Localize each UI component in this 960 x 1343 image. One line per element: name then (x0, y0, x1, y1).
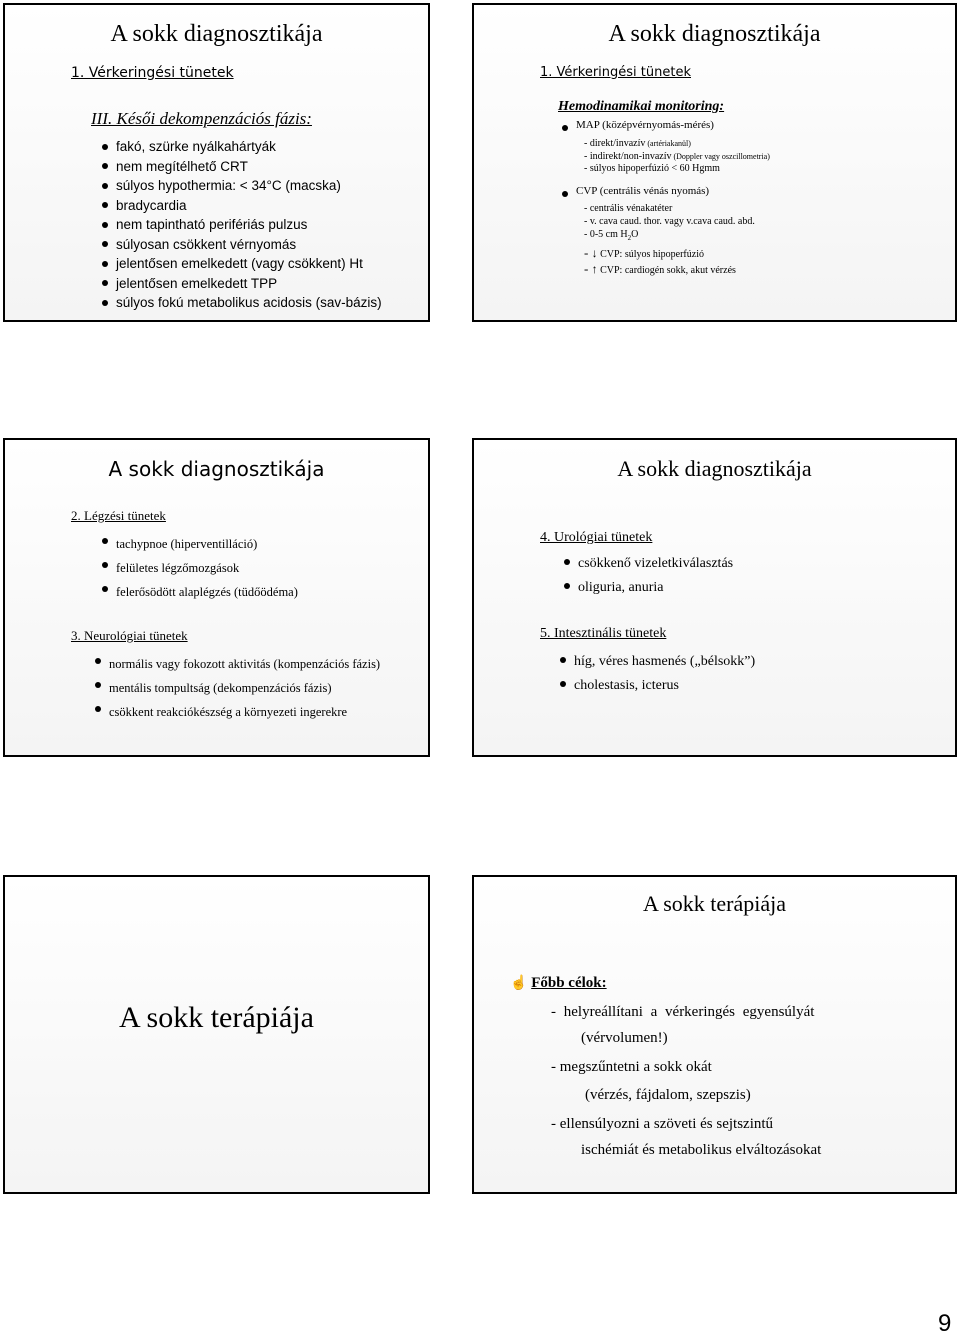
list-item: jelentősen emelkedett TPP (102, 274, 382, 294)
page-number: 9 (938, 1310, 952, 1337)
cvp-high-text: CVP: cardiogén sokk, akut vérzés (600, 265, 736, 276)
list-item: oliguria, anuria (564, 576, 733, 600)
list-item: csökkent reakciókészség a környezeti ingerekre (95, 700, 380, 724)
map-indirect (584, 151, 770, 162)
map-item: MAP (középvérnyomás-mérés) (562, 119, 714, 131)
slide-title: A sokk diagnosztikája (608, 21, 821, 47)
slide-1 (3, 3, 430, 322)
map-direct-text: - direkt/invazív (584, 138, 646, 149)
slide-2 (472, 3, 957, 322)
list-item: jelentősen emelkedett (vagy csökkent) Ht (102, 254, 382, 274)
intestinal-heading-text: 5. Intesztinális tünetek (540, 626, 667, 641)
cvp-range-b: O (631, 229, 639, 240)
list-item: bradycardia (102, 196, 382, 216)
section-heading: 1. Vérkeringési tünetek (71, 65, 234, 81)
arrow-down-icon: ↓ (591, 246, 598, 260)
list-item: súlyosan csökkent vérnyomás (102, 235, 382, 255)
slide-title: A sokk diagnosztikája (110, 21, 323, 47)
section-heading: 1. Vérkeringési tünetek (540, 65, 691, 80)
map-direct (584, 138, 691, 149)
intestinal-heading (540, 626, 666, 642)
map-direct-note: (artériakanül) (647, 139, 691, 148)
arrow-up-icon: ↑ (591, 262, 598, 276)
slide-4 (472, 438, 957, 757)
neurological-heading-text: 3. Neurológiai tünetek (71, 628, 188, 643)
goal-line-5: - ellensúlyozni a szöveti és sejtszintű (551, 1116, 774, 1132)
slide-title: A sokk diagnosztikája (617, 456, 812, 481)
map-indirect-note: (Doppler vagy oszcillometria) (673, 152, 770, 161)
goal-line-1: - helyreállítani a vérkeringés egyensúlyát (551, 1004, 815, 1020)
urological-heading (540, 530, 652, 546)
cvp-catheter: - centrális vénakatéter (584, 203, 673, 214)
goal-line-3: - megszűntetni a sokk okát (551, 1059, 712, 1075)
list-item: felületes légzőmozgások (102, 556, 298, 580)
cvp-low: - ↓ CVP: súlyos hipoperfúzió (584, 245, 704, 260)
slide-5 (3, 875, 430, 1194)
goal-line-2: (vérvolumen!) (581, 1030, 668, 1046)
respiratory-heading-text: 2. Légzési tünetek (71, 508, 166, 523)
symptom-list (102, 137, 382, 313)
list-item: cholestasis, icterus (560, 674, 755, 698)
cvp-location: - v. cava caud. thor. vagy v.cava caud. abd. (584, 216, 755, 227)
list-item: nem megítélhető CRT (102, 157, 382, 177)
cvp-range-sub: 2 (627, 234, 632, 242)
respiratory-list (102, 532, 298, 604)
slide-title: A sokk terápiája (643, 891, 786, 916)
slide-title: A sokk terápiája (119, 1001, 314, 1034)
map-hypoperfusion: - súlyos hipoperfúzió < 60 Hgmm (584, 163, 720, 174)
slide-title: A sokk diagnosztikája (108, 457, 325, 481)
cvp-low-text: CVP: súlyos hipoperfúzió (600, 249, 704, 260)
goals-heading (510, 975, 607, 992)
list-item: súlyos fokú metabolikus acidosis (sav-bázis) (102, 293, 382, 313)
cvp-range (584, 229, 638, 242)
list-item: felerősödött alaplégzés (tüdőödéma) (102, 580, 298, 604)
respiratory-heading (71, 508, 166, 524)
list-item: fakó, szürke nyálkahártyák (102, 137, 382, 157)
pointing-hand-icon: ☝ (510, 976, 528, 991)
slide-6 (472, 875, 957, 1194)
cvp-range-a: - 0-5 cm H (584, 229, 628, 240)
phase-heading: III. Késői dekompenzációs fázis: (91, 109, 312, 128)
neurological-list (95, 652, 380, 724)
list-item: tachypnoe (hiperventilláció) (102, 532, 298, 556)
list-item: súlyos hypothermia: < 34°C (macska) (102, 176, 382, 196)
list-item: mentális tompultság (dekompenzációs fázis) (95, 676, 380, 700)
monitoring-heading: Hemodinamikai monitoring: (558, 99, 725, 114)
goal-line-4: (vérzés, fájdalom, szepszis) (585, 1087, 751, 1103)
urological-list (564, 552, 733, 600)
goal-line-6: ischémiát és metabolikus elváltozásokat (581, 1142, 822, 1158)
urological-heading-text: 4. Urológiai tünetek (540, 530, 653, 545)
list-item: normális vagy fokozott aktivitás (kompenzációs fázis) (95, 652, 380, 676)
cvp-item: CVP (centrális vénás nyomás) (562, 185, 709, 197)
intestinal-list (560, 650, 755, 698)
list-item: csökkenő vizeletkiválasztás (564, 552, 733, 576)
neurological-heading (71, 628, 188, 644)
cvp-high: - ↑ CVP: cardiogén sokk, akut vérzés (584, 261, 736, 276)
list-item: nem tapintható perifériás pulzus (102, 215, 382, 235)
list-item: híg, véres hasmenés („bélsokk”) (560, 650, 755, 674)
goals-heading-text: Főbb célok: (531, 975, 607, 991)
slide-3 (3, 438, 430, 757)
map-indirect-text: - indirekt/non-invazív (584, 151, 672, 162)
